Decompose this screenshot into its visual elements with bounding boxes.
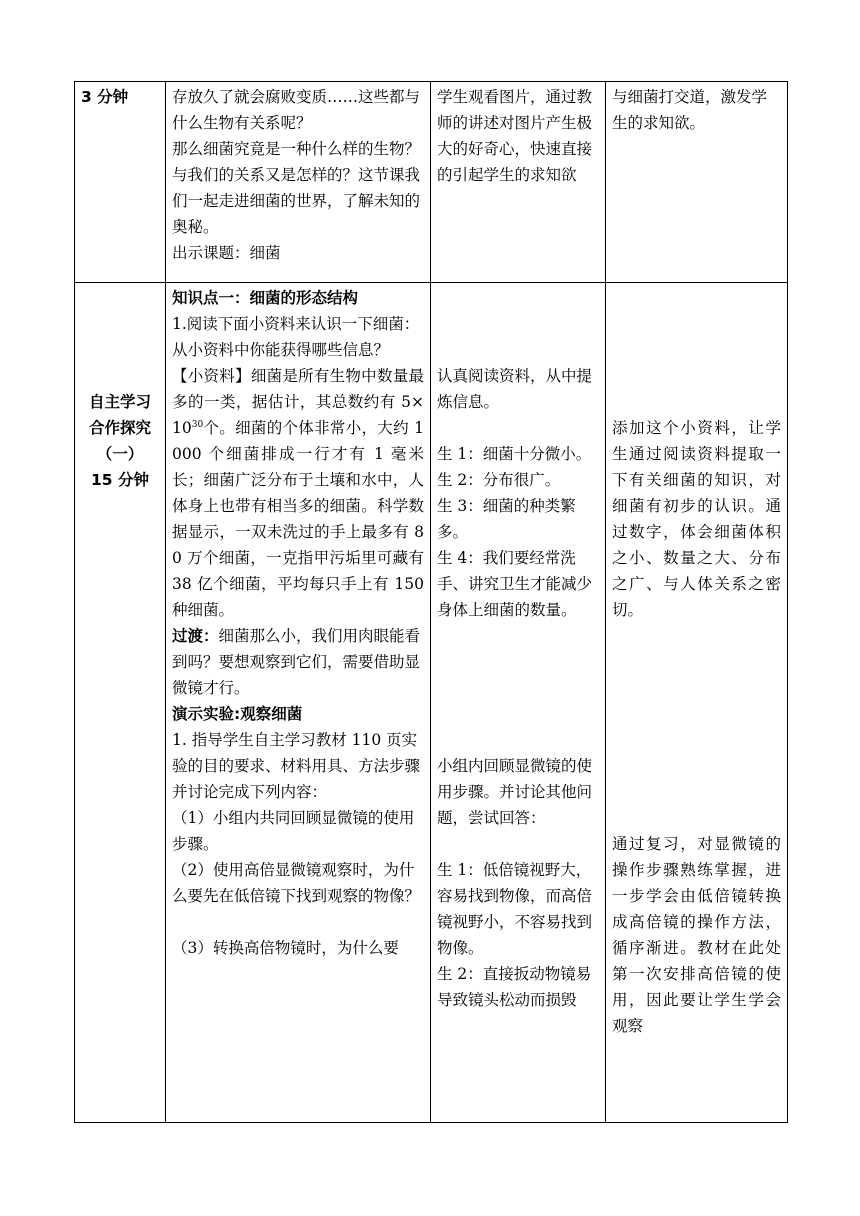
time-cell (75, 82, 166, 283)
student-answer: 生 3：细菌的种类繁多。 (437, 497, 576, 541)
phase-cell (75, 283, 166, 1123)
teacher-text: 那么细菌究竟是一种什么样的生物？与我们的关系又是怎样的？这节课我们一起走进细菌的世界，了解未知的奥秘。 (172, 140, 421, 236)
student-text: 小组内回顾显微镜的使用步骤。并讨论其他问题，尝试回答： (437, 757, 593, 827)
transition-label: 过渡： (172, 627, 219, 645)
teacher-activity-cell (166, 82, 431, 283)
teacher-text: 出示课题：细菌 (172, 244, 281, 262)
demo-question: （1）小组内共同回顾显微镜的使用步骤。 (172, 809, 415, 853)
teacher-text: 存放久了就会腐败变质……这些都与什么生物有关系呢？ (172, 88, 421, 132)
student-answer: 生 2：分布很广。 (437, 471, 561, 489)
phase-label: 合作探究 (88, 419, 151, 437)
student-activity-cell (431, 283, 606, 1123)
student-answer: 生 4：我们要经常洗手、讲究卫生才能减少身体上细菌的数量。 (437, 549, 593, 619)
phase-label: （一） (96, 445, 144, 463)
teacher-activity-cell (166, 283, 431, 1123)
phase-time: 15 分钟 (91, 471, 149, 489)
demo-title: 演示实验:观察细菌 (172, 705, 303, 723)
knowledge-point-title: 知识点一：细菌的形态结构 (172, 289, 359, 307)
exponent: 30 (191, 419, 204, 430)
reading-question: 1.阅读下面小资料来认识一下细菌：从小资料中你能获得哪些信息？ (172, 315, 420, 359)
lesson-plan-table (74, 81, 788, 1123)
table-row (75, 283, 788, 1123)
intent-text: 添加这个小资料，让学生通过阅读资料提取一下有关细菌的知识，对细菌有初步的认识。通过数字，体会细菌体积之小、数量之大、分布之广、与人体关系之密切。 (612, 419, 781, 619)
intent-text: 与细菌打交道，激发学生的求知欲。 (612, 88, 768, 132)
student-text: 认真阅读资料，从中提炼信息。 (437, 367, 593, 411)
transition-paragraph: 过渡：细菌那么小，我们用肉眼能看到吗？要想观察到它们，需要借助显微镜才行。 (172, 627, 421, 697)
student-text: 学生观看图片，通过教师的讲述对图片产生极大的好奇心，快速直接的引起学生的求知欲 (437, 88, 593, 184)
material-paragraph: 【小资料】细菌是所有生物中数量最多的一类，据估计，其总数约有 $5\times 10^{30}$个。细菌的个体非常小，大约 1000 个细菌排成一行才有 1 毫米长；细菌广泛分布于土壤和水中，人体身上也带有相当多的细菌。科学数据显示，一双未洗过的手上最多有 80 万个细菌，一克指甲污垢里可藏有 38 亿个细菌，平均每只手上有 150 种细菌。 (172, 367, 424, 619)
design-intent-cell (606, 283, 788, 1123)
demo-question: （2）使用高倍显微镜观察时，为什么要先在低倍镜下找到观察的物像？ (172, 861, 421, 905)
student-answer: 生 1：细菌十分微小。 (437, 445, 592, 463)
intent-text: 通过复习，对显微镜的操作步骤熟练掌握，进一步学会由低倍镜转换成高倍镜的操作方法，循序渐进。教材在此处第一次安排高倍镜的使用，因此要让学生学会观察 (612, 835, 781, 1035)
student-answer: 生 1：低倍镜视野大，容易找到物像，而高倍镜视野小，不容易找到物像。 (437, 861, 593, 957)
student-answer: 生 2：直接扳动物镜易导致镜头松动而损毁 (437, 965, 592, 1009)
demo-instruction: 1. 指导学生自主学习教材 110 页实验的目的要求、材料用具、方法步骤并讨论完成下列内容： (172, 731, 421, 801)
phase-label: 自主学习 (88, 393, 151, 411)
time-label: 3 分钟 (81, 88, 129, 106)
student-activity-cell (431, 82, 606, 283)
material-label: 【小资料】 (172, 367, 251, 385)
demo-question: （3）转换高倍物镜时，为什么要 (172, 939, 399, 957)
design-intent-cell (606, 82, 788, 283)
table-row (75, 82, 788, 283)
